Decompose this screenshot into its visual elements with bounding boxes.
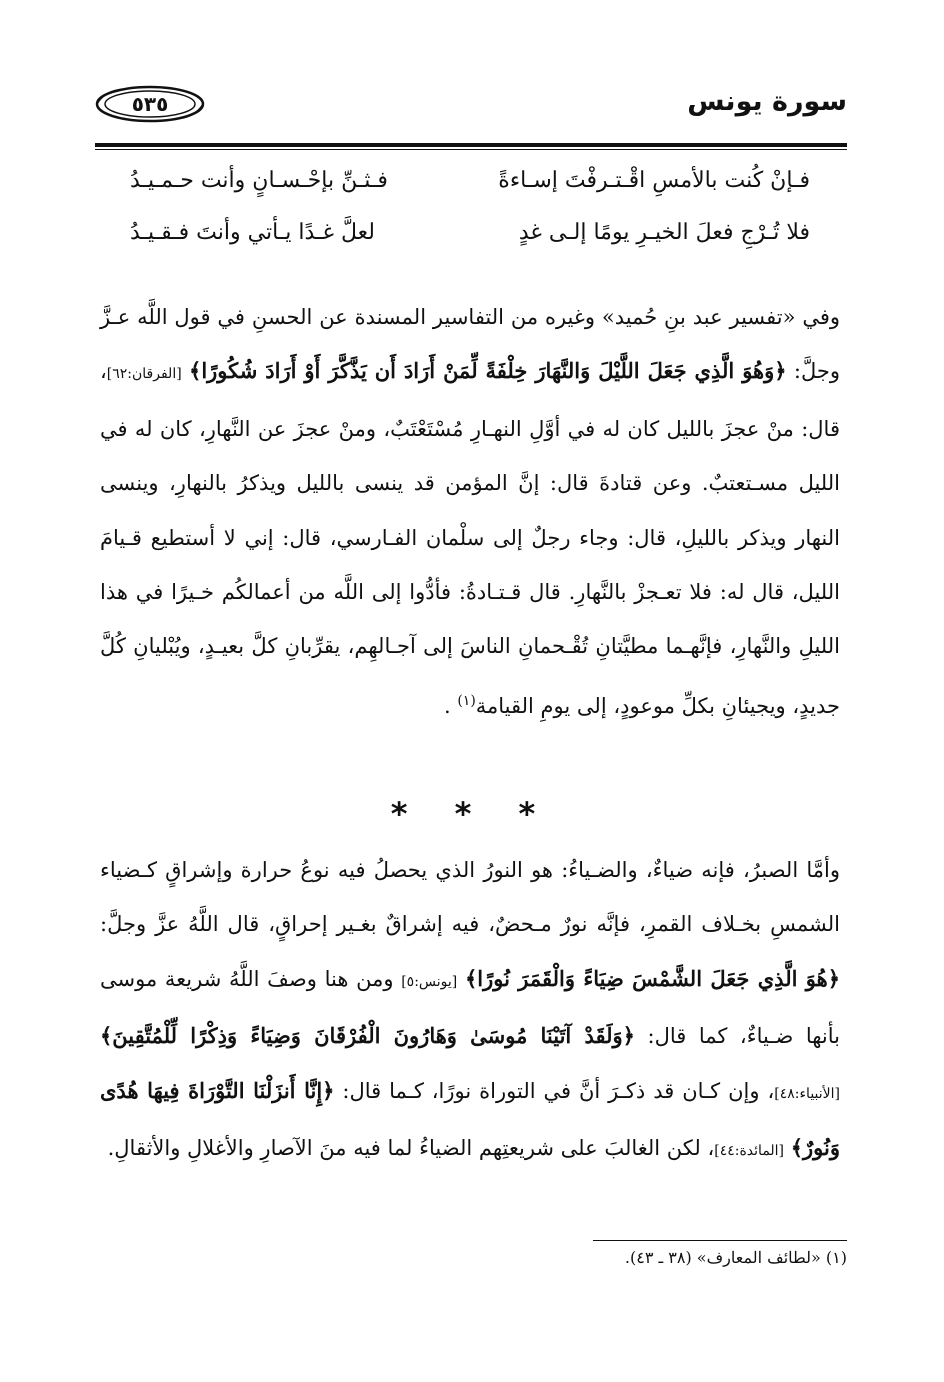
paragraph-text: ، لكن الغالبَ على شريعتِهم الضياءُ لما فيه منَ الآصارِ والأغلالِ والأثقالِ. (107, 1136, 715, 1161)
verse-reference: [المائدة:٤٤] (714, 1143, 785, 1160)
page-number-badge (95, 84, 205, 124)
header-rule-thin (95, 149, 847, 150)
verse-second-hemistich: فـثـنِّ بإحْـسـانٍ وأنت حـمـيـدُ (130, 168, 388, 193)
header-rule-thick (95, 143, 847, 147)
verse-second-hemistich: لعلَّ غـدًا يـأتي وأنتَ فـقـيـدُ (130, 220, 375, 245)
footnote: (١) «لطائف المعارف» (٣٨ ـ ٤٣). (624, 1248, 847, 1267)
surah-title: سورة يونس (687, 86, 847, 117)
quran-verse: ﴿وَهُوَ الَّذِي جَعَلَ اللَّيْلَ وَالنَّهَارَ خِلْفَةً لِّمَنْ أَرَادَ أَن يَذَّكَّرَ أَوْ أَرَادَ شُكُورًا﴾ (189, 358, 787, 384)
paragraph-tafsir (100, 290, 840, 733)
quran-verse: ﴿إِنَّا أَنزَلْنَا التَّوْرَاةَ فِيهَا هُدًى وَنُورٌ﴾ (100, 1077, 840, 1161)
paragraph-sabr (100, 843, 840, 1178)
section-divider: * * * (390, 795, 554, 833)
verse-reference: [الفرقان:٦٢] (106, 366, 182, 383)
poem (120, 168, 820, 272)
verse-first-hemistich: فلا تُـرْجِ فعلَ الخيـرِ يومًا إلـى غدٍ (518, 220, 810, 245)
paragraph-text: ومن هنا وصفَ اللَّهُ شريعة موسى بأنها ضـياءٌ، كما قال: (100, 966, 841, 1049)
quran-verse: ﴿وَلَقَدْ آتَيْنَا مُوسَىٰ وَهَارُونَ الْفُرْقَانَ وَضِيَاءً وَذِكْرًا لِّلْمُتَّقِينَ﴾ (100, 1023, 635, 1049)
verse-reference: [الأنبياء:٤٨] (774, 1085, 840, 1102)
poem-verse (120, 220, 820, 272)
quran-verse: ﴿هُوَ الَّذِي جَعَلَ الشَّمْسَ ضِيَاءً وَالْقَمَرَ نُورًا﴾ (464, 965, 840, 991)
paragraph-text: . (443, 693, 458, 718)
poem-verse (120, 168, 820, 220)
paragraph-text: ، وإن كـان قد ذكـرَ أنَّ في التوراة نورًا، كـما قال: (334, 1078, 775, 1103)
verse-reference: [يونس:٥] (401, 973, 458, 990)
footnote-marker: (١) (457, 692, 476, 709)
footnote-rule (593, 1240, 847, 1241)
page-number: ٥٣٥ (131, 92, 169, 116)
paragraph-text: وفي «تفسير عبد بنِ حُميد» وغيره من التفاسير المسندة عن الحسنِ في قول اللَّه عـزَّ وجلَّ: (100, 305, 840, 384)
paragraph-text: ، قال: منْ عجزَ بالليل كان له في أوَّلِ النهـارِ مُسْتَعْتَبٌ، ومنْ عجزَ عن النَّهارِ، كان له في الليل مسـتعتبٌ. وعن قتادةَ قال: إنَّ المؤمن قد ينسى بالليل ويذكرُ بالنهارِ، وينسى النهار ويذكر بالليلِ، قال: وجاء رجلٌ إلى سلْمان الفـارسي، قال: إني لا أستطيع قـيامَ الليل، قال له: فلا تعـجزْ بالنَّهارِ. قال قـتـادةُ: فأدُّوا إلى اللَّه من أعمالكُم خـيرًا في هذا الليلِ والنَّهارِ، فإنَّهـما مطيَّتانِ تُقْـحمانِ الناسَ إلى آجـالهِم، يقرِّبانِ كلَّ بعيـدٍ، ويُبْليانِ كُلَّ جديدٍ، ويجيئانِ بكلِّ موعودٍ، إلى يومِ القيامة (100, 359, 840, 718)
page-header (95, 82, 847, 132)
verse-first-hemistich: فـإنْ كُنت بالأمسِ اقْـتـرفْتَ إسـاءةً (498, 168, 810, 193)
paragraph-text: وأمَّا الصبرُ، فإنه ضياءٌ، والضـياءُ: هو النورُ الذي يحصلُ فيه نوعُ حرارة وإشراقٍ كـضياء الشمسِ بخـلاف القمرِ، فإنَّه نورٌ مـحضٌ، فيه إشراقٌ بغـير إحراقٍ، قال اللَّهُ عزَّ وجلَّ: (100, 858, 840, 937)
